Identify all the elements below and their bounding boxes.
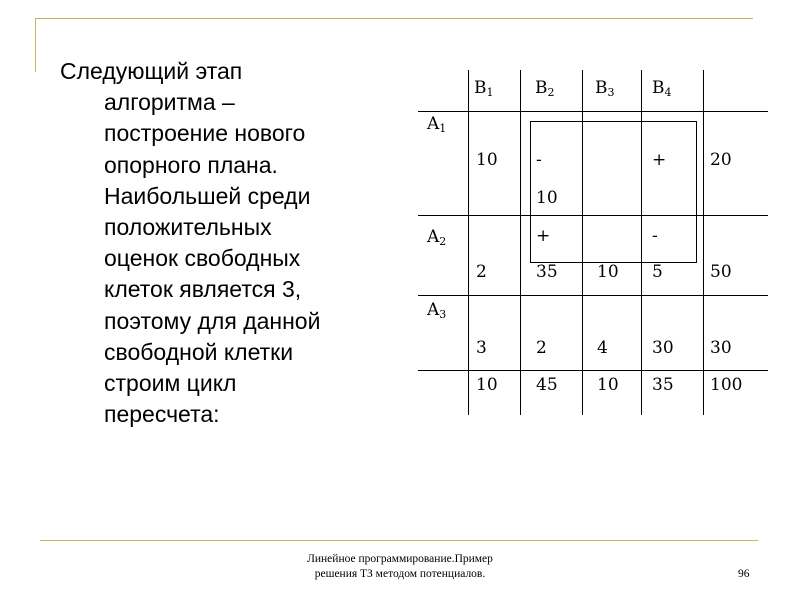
column-header-b1: $B_1$: [474, 78, 494, 99]
table-cell: 30: [710, 338, 732, 358]
total-cell: 35: [652, 375, 674, 395]
table-cell: 10: [476, 150, 498, 170]
page-number: 96: [738, 568, 750, 580]
body-line: Наибольшей среди: [104, 182, 311, 209]
footer-line: Линейное программирование.Пример: [307, 553, 493, 565]
table-cell: 3: [476, 338, 487, 358]
table-cell: 5: [652, 262, 663, 282]
table-cell: 4: [597, 338, 608, 358]
column-header-b4: $B_4$: [652, 78, 672, 99]
grid-hline: [418, 111, 768, 112]
table-cell: +: [536, 226, 551, 246]
table-cell: 10: [536, 188, 558, 208]
table-cell: 10: [597, 262, 619, 282]
body-line: строим цикл: [104, 370, 237, 397]
table-cell: -: [536, 150, 542, 170]
body-line: построение нового: [104, 120, 306, 147]
body-line: Следующий этап: [60, 58, 243, 84]
body-line: алгоритма –: [104, 89, 235, 116]
total-cell: 100: [710, 375, 743, 395]
table-cell: 2: [536, 338, 547, 358]
footer-line: решения ТЗ методом потенциалов.: [314, 568, 486, 580]
total-cell: 45: [536, 375, 558, 395]
column-header-b2: $B_2$: [535, 78, 555, 99]
table-cell: 2: [476, 262, 487, 282]
slide-footer: [250, 552, 550, 582]
total-cell: 10: [597, 375, 619, 395]
grid-hline: [418, 370, 768, 371]
body-line: клеток является 3,: [104, 276, 302, 303]
grid-vline: [520, 70, 521, 415]
table-cell: +: [652, 150, 667, 170]
body-line: свободной клетки: [104, 338, 294, 365]
body-line: опорного плана.: [104, 151, 278, 178]
body-line: пересчета:: [104, 401, 220, 428]
total-cell: 10: [476, 375, 498, 395]
table-cell: 30: [652, 338, 674, 358]
body-line: положительных: [104, 214, 272, 241]
grid-hline: [418, 295, 768, 296]
table-cell: 20: [710, 150, 732, 170]
body-line: оценок свободных: [104, 245, 301, 272]
row-header-a3: $A_3$: [427, 300, 447, 321]
table-cell: 35: [536, 262, 558, 282]
row-header-a2: $A_2$: [427, 227, 447, 248]
row-header-a1: $A_1$: [427, 114, 447, 135]
grid-vline: [468, 70, 469, 415]
body-line: поэтому для данной: [104, 307, 321, 334]
column-header-b3: $B_3$: [595, 78, 615, 99]
table-cell: -: [652, 226, 658, 246]
table-cell: 50: [710, 262, 732, 282]
grid-vline: [703, 70, 704, 415]
